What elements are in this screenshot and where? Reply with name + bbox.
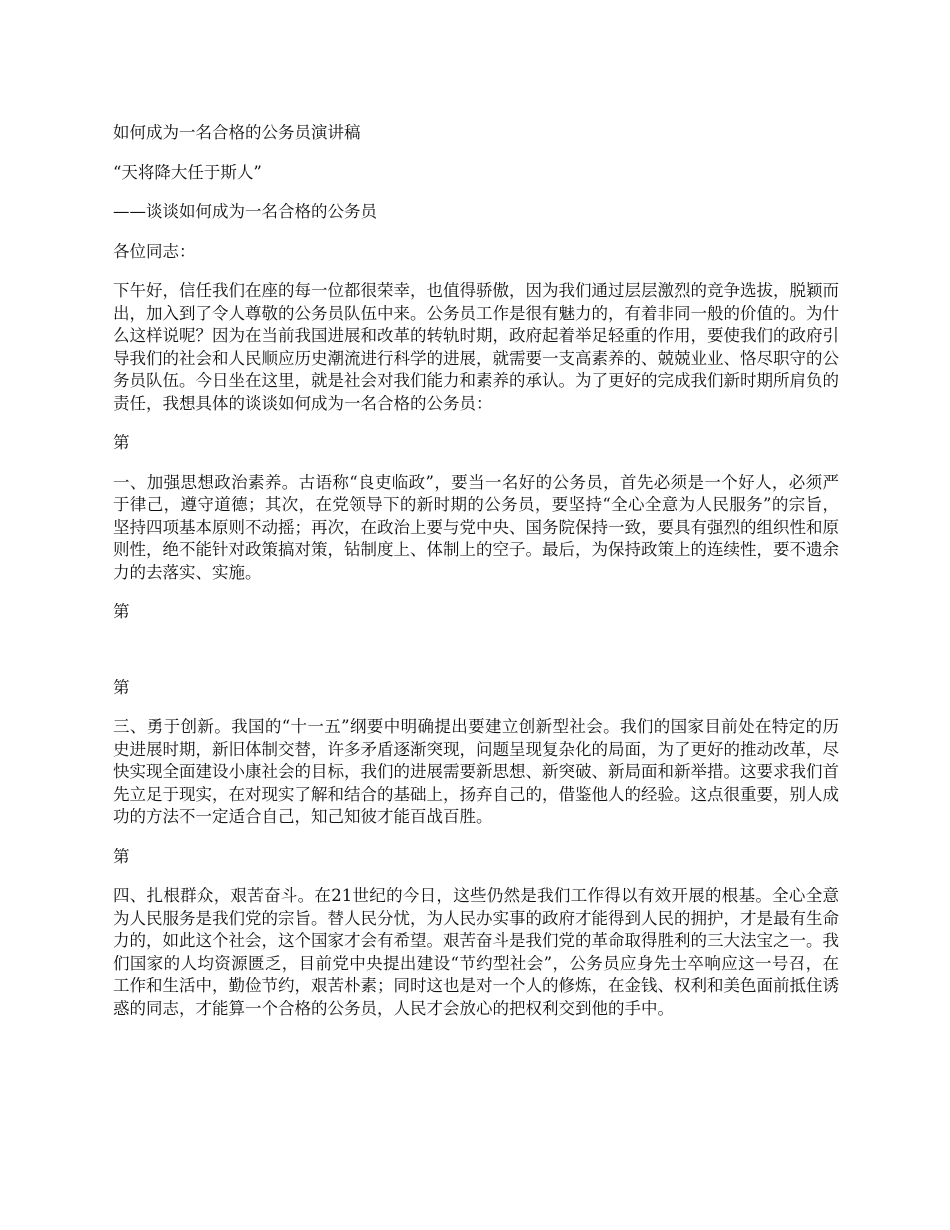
section-1-paragraph: 一、加强思想政治素养。古语称“良吏临政”，要当一名好的公务员，首先必须是一个好人，必须严于律己，遵守道德；其次，在党领导下的新时期的公务员，要坚持“全心全意为人民服务”的宗旨，坚持四项基本原则不动摇；再次，在政治上要与党中央、国务院保持一致，要具有强烈的组织性和原则性，绝不能针对政策搞对策，钻制度上、体制上的空子。最后，为保持政策上的连续性，要不遗余力的去落实、实施。 (113, 472, 839, 582)
section-marker-4: 第 (113, 846, 130, 866)
document-title: 如何成为一名合格的公务员演讲稿 (113, 123, 361, 142)
salutation: 各位同志： (113, 241, 196, 261)
section-marker-2: 第 (113, 602, 130, 621)
section-marker-1: 第 (113, 433, 130, 452)
document-subtitle: ——谈谈如何成为一名合格的公务员 (113, 202, 377, 221)
section-3-paragraph: 三、勇于创新。我国的“十一五”纲要中明确提出要建立创新型社会。我们的国家目前处在特定的历史进展时期，新旧体制交替，许多矛盾逐渐突现，问题呈现复杂化的局面，为了更好的推动改革，尽快实现全面建设小康社会的目标，我们的进展需要新思想、新突破、新局面和新举措。这要求我们首先立足于现实，在对现实了解和结合的基础上，扬弃自己的，借鉴他人的经验。这点很重要，别人成功的方法不一定适合自己，知己知彼才能百战百胜。 (113, 717, 839, 826)
section-marker-3: 第 (113, 677, 130, 697)
document-quote: “天将降大任于斯人” (113, 162, 262, 182)
document-body (113, 122, 839, 1037)
section-4-paragraph: 四、扎根群众，艰苦奋斗。在21世纪的今日，这些仍然是我们工作得以有效开展的根基。全心全意为人民服务是我们党的宗旨。替人民分忧，为人民办实事的政府才能得到人民的拥护，才是最有生命力的，如此这个社会，这个国家才会有希望。艰苦奋斗是我们党的革命取得胜利的三大法宝之一。我们国家的人均资源匮乏，目前党中央提出建设“节约型社会”，公务员应身先士卒响应这一号召，在工作和生活中，勤俭节约，艰苦朴素；同时这也是对一个人的修炼，在金钱、权利和美色面前抵住诱惑的同志，才能算一个合格的公务员，人民才会放心的把权利交到他的手中。 (113, 886, 839, 1018)
intro-paragraph: 下午好，信任我们在座的每一位都很荣幸，也值得骄傲，因为我们通过层层激烈的竞争选拔，脱颖而出，加入到了令人尊敬的公务员队伍中来。公务员工作是很有魅力的，有着非同一般的价值的。为什么这样说呢？因为在当前我国进展和改革的转轨时期，政府起着举足轻重的作用，要使我们的政府引导我们的社会和人民顺应历史潮流进行科学的进展，就需要一支高素养的、兢兢业业、恪尽职守的公务员队伍。今日坐在这里，就是社会对我们能力和素养的承认。为了更好的完成我们新时期所肩负的责任，我想具体的谈谈如何成为一名合格的公务员： (113, 281, 839, 413)
